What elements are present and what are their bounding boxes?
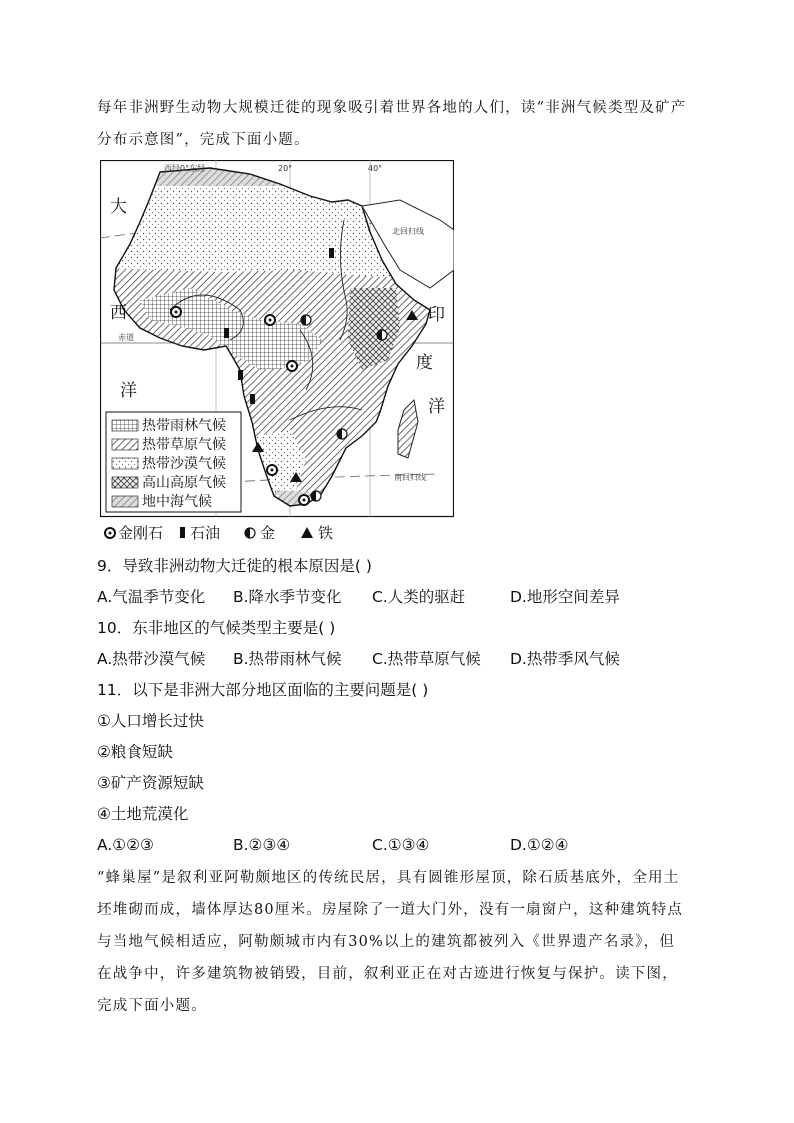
legend-label-desert: 热带沙漠气候 [142, 456, 226, 472]
legend-label-savanna: 热带草原气候 [142, 437, 226, 453]
q11-option-d[interactable]: D.①②④ [510, 836, 569, 854]
passage-line-2: 坯堆砌而成，墙体厚达80厘米。房屋除了一道大门外，没有一扇窗户，这种建筑特点 [97, 902, 684, 918]
gold-icon [377, 330, 387, 340]
q10-option-d[interactable]: D.热带季风气候 [510, 650, 620, 668]
passage-line-4: 在战争中，许多建筑物被销毁，目前，叙利亚正在对古迹进行恢复与保护。读下图， [97, 966, 678, 982]
mineral-label-gold: 金 [260, 524, 276, 542]
diamond-icon [267, 465, 277, 475]
oil-icon [250, 394, 255, 404]
legend-swatch-mediterranean [112, 496, 138, 507]
passage-line-3: 与当地气候相适应，阿勒颇城市内有30%以上的建筑都被列入《世界遗产名录》，但 [97, 934, 676, 950]
question-10-stem: 10．东非地区的气候类型主要是( ) [97, 619, 336, 637]
q10-option-c[interactable]: C.热带草原气候 [372, 650, 481, 668]
legend-swatch-desert [112, 458, 138, 469]
diamond-icon [287, 361, 297, 371]
ocean-label-indian-2: 度 [416, 353, 433, 373]
q9-option-b[interactable]: B.降水季节变化 [233, 588, 342, 606]
intro-paragraph [97, 92, 699, 156]
q9-option-c[interactable]: C.人类的驱赶 [372, 588, 466, 606]
q10-option-a[interactable]: A.热带沙漠气候 [97, 650, 206, 668]
diamond-icon [171, 307, 181, 317]
q11-option-c[interactable]: C.①③④ [372, 836, 430, 854]
q11-option-b[interactable]: B.②③④ [233, 836, 291, 854]
ocean-label-atlantic-3: 洋 [120, 381, 137, 401]
q10-option-b[interactable]: B.热带雨林气候 [233, 650, 342, 668]
question-9-stem: 9．导致非洲动物大迁徙的根本原因是( ) [97, 557, 372, 575]
q9-option-a[interactable]: A.气温季节变化 [97, 588, 206, 606]
mineral-legend [105, 524, 333, 542]
legend-label-rainforest: 热带雨林气候 [142, 418, 226, 434]
equator-label: 赤道 [118, 333, 134, 342]
legend-swatch-rainforest [112, 420, 138, 431]
passage-line-5: 完成下面小题。 [97, 998, 207, 1014]
q11-item-2: ②粮食短缺 [97, 743, 173, 761]
legend-swatch-savanna [112, 439, 138, 450]
tropic-north-label: 北回归线 [392, 227, 424, 236]
longitude-label-20: 20° [278, 164, 293, 173]
climate-legend [106, 412, 241, 512]
legend-label-highland: 高山高原气候 [142, 475, 226, 491]
q11-item-3: ③矿产资源短缺 [97, 774, 204, 792]
oil-icon [329, 248, 334, 258]
ocean-label-indian-1: 印 [428, 305, 445, 325]
diamond-icon [299, 495, 309, 505]
legend-swatch-highland [112, 477, 138, 488]
oil-icon [238, 370, 243, 380]
q11-item-1: ①人口增长过快 [97, 712, 204, 730]
q11-option-a[interactable]: A.①②③ [97, 836, 154, 854]
ocean-label-atlantic-1: 大 [110, 197, 127, 217]
oil-icon [224, 328, 229, 338]
mineral-label-iron: 铁 [318, 524, 334, 542]
diamond-icon [265, 315, 275, 325]
africa-climate-mineral-map [100, 160, 454, 546]
mineral-label-diamond: 金刚石 [118, 524, 164, 542]
gold-icon [337, 429, 347, 439]
passage-line-1: “蜂巢屋”是叙利亚阿勒颇地区的传统民居，具有圆锥形屋顶，除石质基底外，全用土 [97, 870, 680, 886]
iron-icon [301, 527, 313, 538]
intro-line-1: 每年非洲野生动物大规模迁徙的现象吸引着世界各地的人们，读“非洲气候类型及矿产 [97, 100, 687, 116]
longitude-label-40: 40° [368, 164, 383, 173]
gold-icon [301, 315, 311, 325]
gold-icon [311, 491, 321, 501]
q11-item-4: ④土地荒漠化 [97, 805, 189, 823]
mineral-label-oil: 石油 [190, 524, 221, 542]
legend-label-mediterranean: 地中海气候 [142, 494, 212, 510]
tropic-south-label: 南回归线 [394, 473, 426, 482]
q9-option-d[interactable]: D.地形空间差异 [510, 588, 620, 606]
ocean-label-atlantic-2: 西 [110, 303, 127, 323]
intro-line-2: 分布示意图”，完成下面小题。 [97, 132, 310, 148]
passage-paragraph [97, 862, 699, 1022]
oil-icon [180, 527, 185, 538]
ocean-label-indian-3: 洋 [428, 397, 445, 417]
question-11-stem: 11．以下是非洲大部分地区面临的主要问题是( ) [97, 681, 429, 699]
longitude-label-west: 西经0°东经 [164, 164, 206, 173]
